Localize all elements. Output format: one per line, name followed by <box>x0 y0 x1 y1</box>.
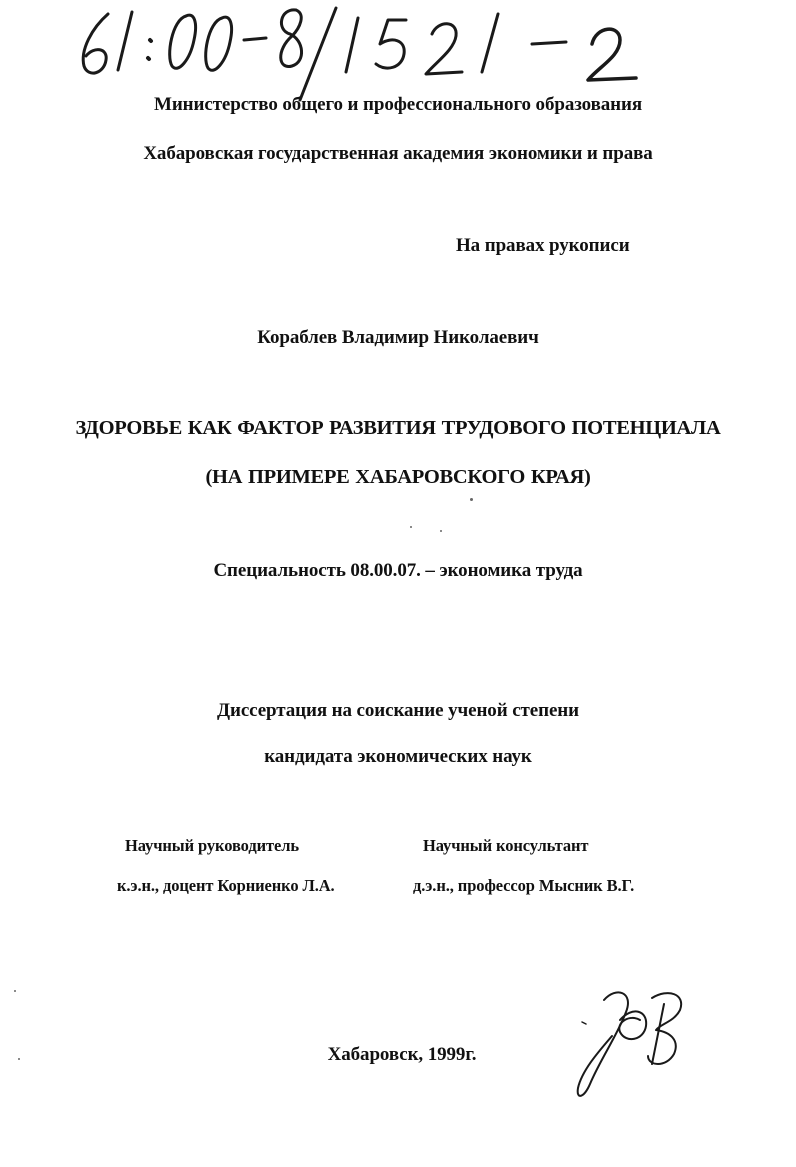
city-year: Хабаровск, 1999г. <box>327 1044 477 1065</box>
specialty: Специальность 08.00.07. – экономика труда <box>213 560 583 581</box>
scan-speck <box>14 990 16 992</box>
scan-speck <box>410 526 412 528</box>
scan-speck <box>440 530 442 532</box>
dissertation-title-line2: (НА ПРИМЕРЕ ХАБАРОВСКОГО КРАЯ) <box>205 466 591 488</box>
ministry-name: Министерство общего и профессионального образования <box>153 94 643 115</box>
dissertation-title-line1: ЗДОРОВЬЕ КАК ФАКТОР РАЗВИТИЯ ТРУДОВОГО ПОТЕНЦИАЛА <box>75 417 721 439</box>
supervisor-role: Научный руководитель <box>125 836 299 855</box>
scan-speck <box>18 1058 20 1060</box>
supervisor-name: к.э.н., доцент Корниенко Л.А. <box>117 876 335 895</box>
author-name: Кораблев Владимир Николаевич <box>257 327 539 348</box>
academy-name: Хабаровская государственная академия экономики и права <box>143 143 653 164</box>
consultant-role: Научный консультант <box>423 836 589 855</box>
scan-speck <box>470 498 473 501</box>
dissertation-degree-line2: кандидата экономических наук <box>264 746 532 767</box>
dissertation-degree-line1: Диссертация на соискание ученой степени <box>217 700 579 721</box>
manuscript-note: На правах рукописи <box>456 235 630 256</box>
consultant-name: д.э.н., профессор Мысник В.Г. <box>413 876 635 895</box>
